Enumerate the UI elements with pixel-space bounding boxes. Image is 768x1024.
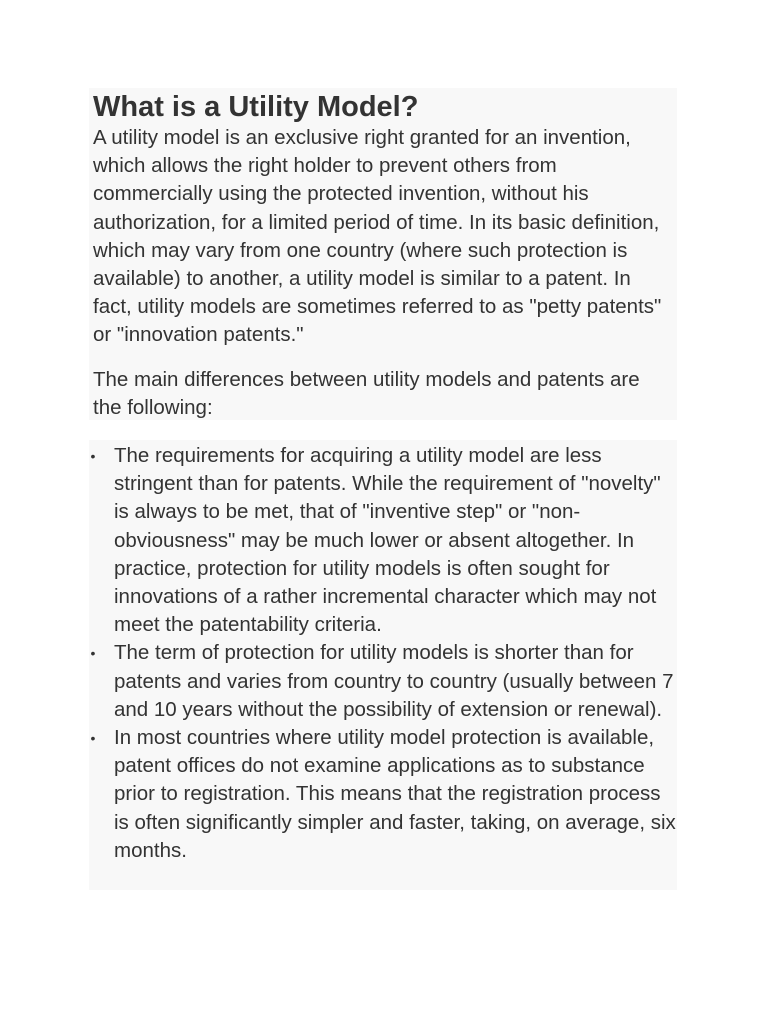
- bullet-icon: •: [90, 730, 96, 747]
- list-item: [89, 724, 677, 865]
- intro-section: [89, 88, 677, 420]
- differences-list: [89, 440, 677, 865]
- differences-section: [89, 440, 677, 890]
- list-item-text: The term of protection for utility models is shorter than for patents and varies from country to country (usually between 7 and 10 years without the possibility of extension or renewal).: [114, 641, 674, 721]
- list-item: [89, 442, 677, 639]
- list-item-text: The requirements for acquiring a utility model are less stringent than for patents. While the requirement of "novelty" is always to be met, that of "inventive step" or "non-obviousness" may be much lower or absent altogether. In practice, protection for utility models is often sought for innovations of a rather incremental character which may not meet the patentability criteria.: [114, 444, 661, 637]
- list-item-text: In most countries where utility model protection is available, patent offices do not examine applications as to substance prior to registration. This means that the registration process is often significantly simpler and faster, taking, on average, six months.: [114, 726, 676, 862]
- bullet-icon: •: [90, 645, 96, 662]
- bullet-icon: •: [90, 448, 96, 464]
- lead-in-paragraph: The main differences between utility models and patents are the following:: [93, 367, 640, 419]
- list-item: [89, 639, 677, 724]
- intro-paragraph: A utility model is an exclusive right granted for an invention, which allows the right holder to prevent others from commercially using the protected invention, without his authorization, for a limited period of time. In its basic definition, which may vary from one country (where such protection is available) to another, a utility model is similar to a patent. In fact, utility models are sometimes referred to as "petty patents" or "innovation patents.": [93, 126, 662, 347]
- page-title: What is a Utility Model?: [93, 91, 419, 123]
